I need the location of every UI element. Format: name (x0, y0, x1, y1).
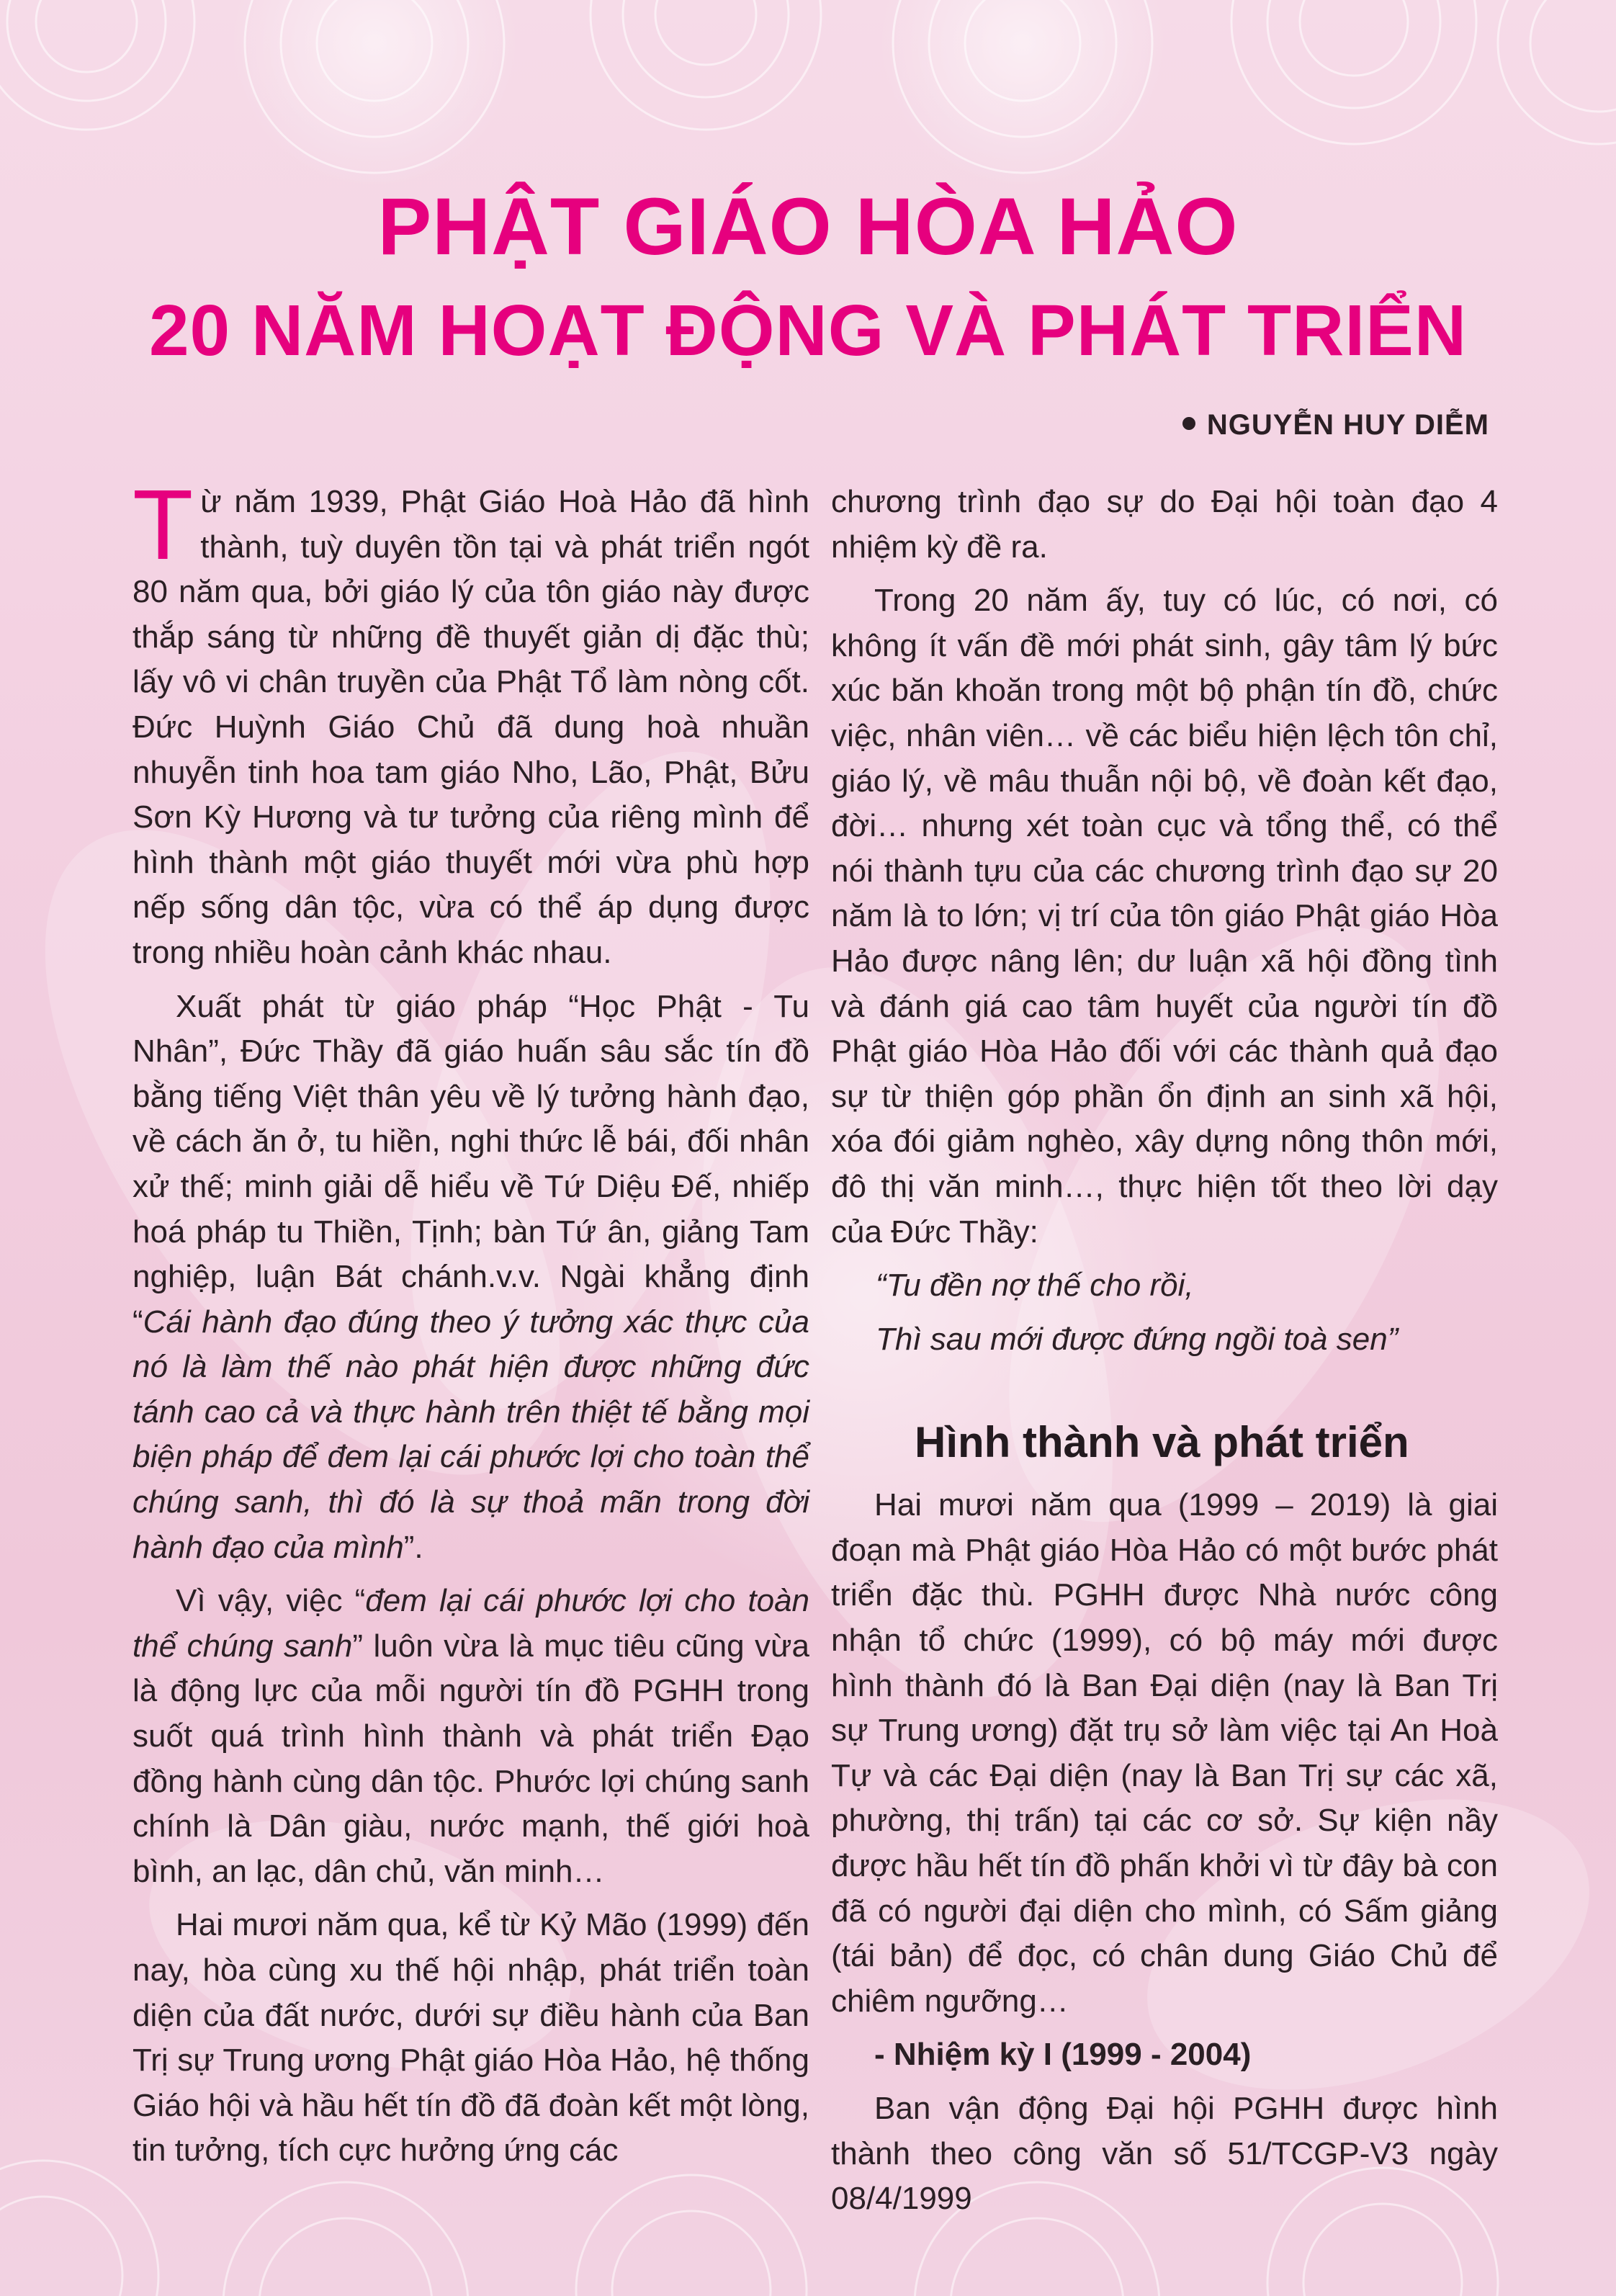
paragraph-term-1: Ban vận động Đại hội PGHH được hình thành theo công văn số 51/TCGP-V3 ngày 08/4/1999 (831, 2091, 1498, 2217)
paragraph-teaching: Xuất phát từ giáo pháp “Học Phật - Tu Nhân”, Đức Thầy đã giáo huấn sâu sắc tín đồ bằng tiếng Việt thân yêu về lý tưởng hành đạo, về cách ăn ở, tu hiền, nghi thức lễ bái, đối nhân xử thế; minh giải dễ hiểu về Tứ Diệu Đế, nhiếp hoá pháp tu Thiền, Tịnh; bàn Tứ ân, giảng Tam nghiệp, luận Bát chánh.v.v. Ngài khẳng định “Cái hành đạo đúng theo ý tưởng xác thực của nó là làm thế nào phát hiện được những đức tánh cao cả và thực hành trên thiệt tế bằng mọi biện pháp để đem lại cái phước lợi cho toàn thể chúng sanh, thì đó là sự thoả mãn trong đời hành đạo của mình”. (133, 988, 809, 1565)
italic-phrase: đem lại cái phước lợi cho toàn thể chúng sanh (133, 1583, 809, 1664)
right-column (831, 480, 1498, 2230)
term-heading: - Nhiệm kỳ I (1999 - 2004) (874, 2037, 1252, 2073)
article-title-line-1: PHẬT GIÁO HÒA HẢO (377, 181, 1239, 272)
paragraph-achievements: Trong 20 năm ấy, tuy có lúc, có nơi, có không ít vấn đề mới phát sinh, gây tâm lý bức xúc băn khoăn trong một bộ phận tín đồ, chức việc, nhân viên… về các biểu hiện lệch tôn chỉ, giáo lý, về mâu thuẫn nội bộ, về đoàn kết đạo, đời… nhưng xét toàn cục và tổng thể, có thể nói thành tựu của các chương trình đạo sự 20 năm là to lớn; vị trí của tôn giáo Phật giáo Hòa Hảo được nâng lên; dư luận xã hội đồng tình và đánh giá cao tâm huyết của người tín đồ Phật giáo Hòa Hảo đối với các thành quả đạo sự từ thiện góp phần ổn định an sinh xã hội, xóa đói giảm nghèo, xây dựng nông thôn mới, đô thị văn minh…, thực hiện tốt theo lời dạy của Đức Thầy: (831, 583, 1498, 1250)
author-name: NGUYỄN HUY DIỄM (1206, 409, 1489, 441)
verse-line-1: “Tu đền nợ thế cho rồi, (876, 1268, 1194, 1304)
verse-line-2: Thì sau mới được đứng ngồi toà sen” (876, 1321, 1399, 1357)
drop-cap: T (133, 470, 194, 580)
bullet-icon (1182, 417, 1195, 430)
paragraph-goal: Vì vậy, việc “đem lại cái phước lợi cho toàn thể chúng sanh” luôn vừa là mục tiêu cũng vừa là động lực của mỗi người tín đồ PGHH trong suốt quá trình hình thành và phát triển Đạo đồng hành cùng dân tộc. Phước lợi chúng sanh chính là Dân giàu, nước mạnh, thế giới hoà bình, an lạc, dân chủ, văn minh… (133, 1583, 809, 1889)
paragraph-continuation: chương trình đạo sự do Đại hội toàn đạo 4 nhiệm kỳ đề ra. (831, 484, 1498, 565)
left-column (133, 470, 809, 2182)
paragraph-formation: Hai mươi năm qua (1999 – 2019) là giai đoạn mà Phật giáo Hòa Hảo có một bước phát triển đặc thù. PGHH được Nhà nước công nhận tổ chức (1999), có bộ máy mới được hình thành đó là Ban Đại diện (nay là Ban Trị sự Trung ương) đặt trụ sở làm việc tại An Hoà Tự và các Đại diện (nay là Ban Trị sự các xã, phường, thị trấn) tại các cơ sở. Sự kiện nầy được hầu hết tín đồ phấn khởi vì từ đây bà con đã có người đại diện cho mình, có Sấm giảng (tái bản) để đọc, có chân dung Giáo Chủ để chiêm ngưỡng… (831, 1487, 1498, 2019)
author-byline (1182, 409, 1489, 441)
section-heading: Hình thành và phát triển (915, 1418, 1409, 1467)
article-title-line-2: 20 NĂM HOẠT ĐỘNG VÀ PHÁT TRIỂN (148, 290, 1468, 371)
italic-quote: Cái hành đạo đúng theo ý tưởng xác thực của nó là làm thế nào phát hiện được những đức tánh cao cả và thực hành trên thiệt tế bằng mọi biện pháp để đem lại cái phước lợi cho toàn thể chúng sanh, thì đó là sự thoả mãn trong đời hành đạo của mình (133, 1304, 809, 1565)
paragraph-intro: Từ năm 1939, Phật Giáo Hoà Hảo đã hình thành, tuỳ duyên tồn tại và phát triển ngót 80 năm qua, bởi giáo lý của tôn giáo này được thắp sáng từ những đề thuyết giản dị đặc thù; lấy vô vi chân truyền của Phật Tổ làm nòng cốt. Đức Huỳnh Giáo Chủ đã dung hoà nhuần nhuyễn tinh hoa tam giáo Nho, Lão, Phật, Bửu Sơn Kỳ Hương và tư tưởng của riêng mình để hình thành một giáo thuyết mới vừa phù hợp nếp sống dân tộc, vừa có thể áp dụng được trong nhiều hoàn cảnh khác nhau. (133, 470, 809, 970)
paragraph-twenty-years: Hai mươi năm qua, kể từ Kỷ Mão (1999) đến nay, hòa cùng xu thế hội nhập, phát triển toàn diện của đất nước, dưới sự điều hành của Ban Trị sự Trung ương Phật giáo Hòa Hảo, hệ thống Giáo hội và hầu hết tín đồ đã đoàn kết một lòng, tin tưởng, tích cực hưởng ứng các (133, 1907, 809, 2169)
